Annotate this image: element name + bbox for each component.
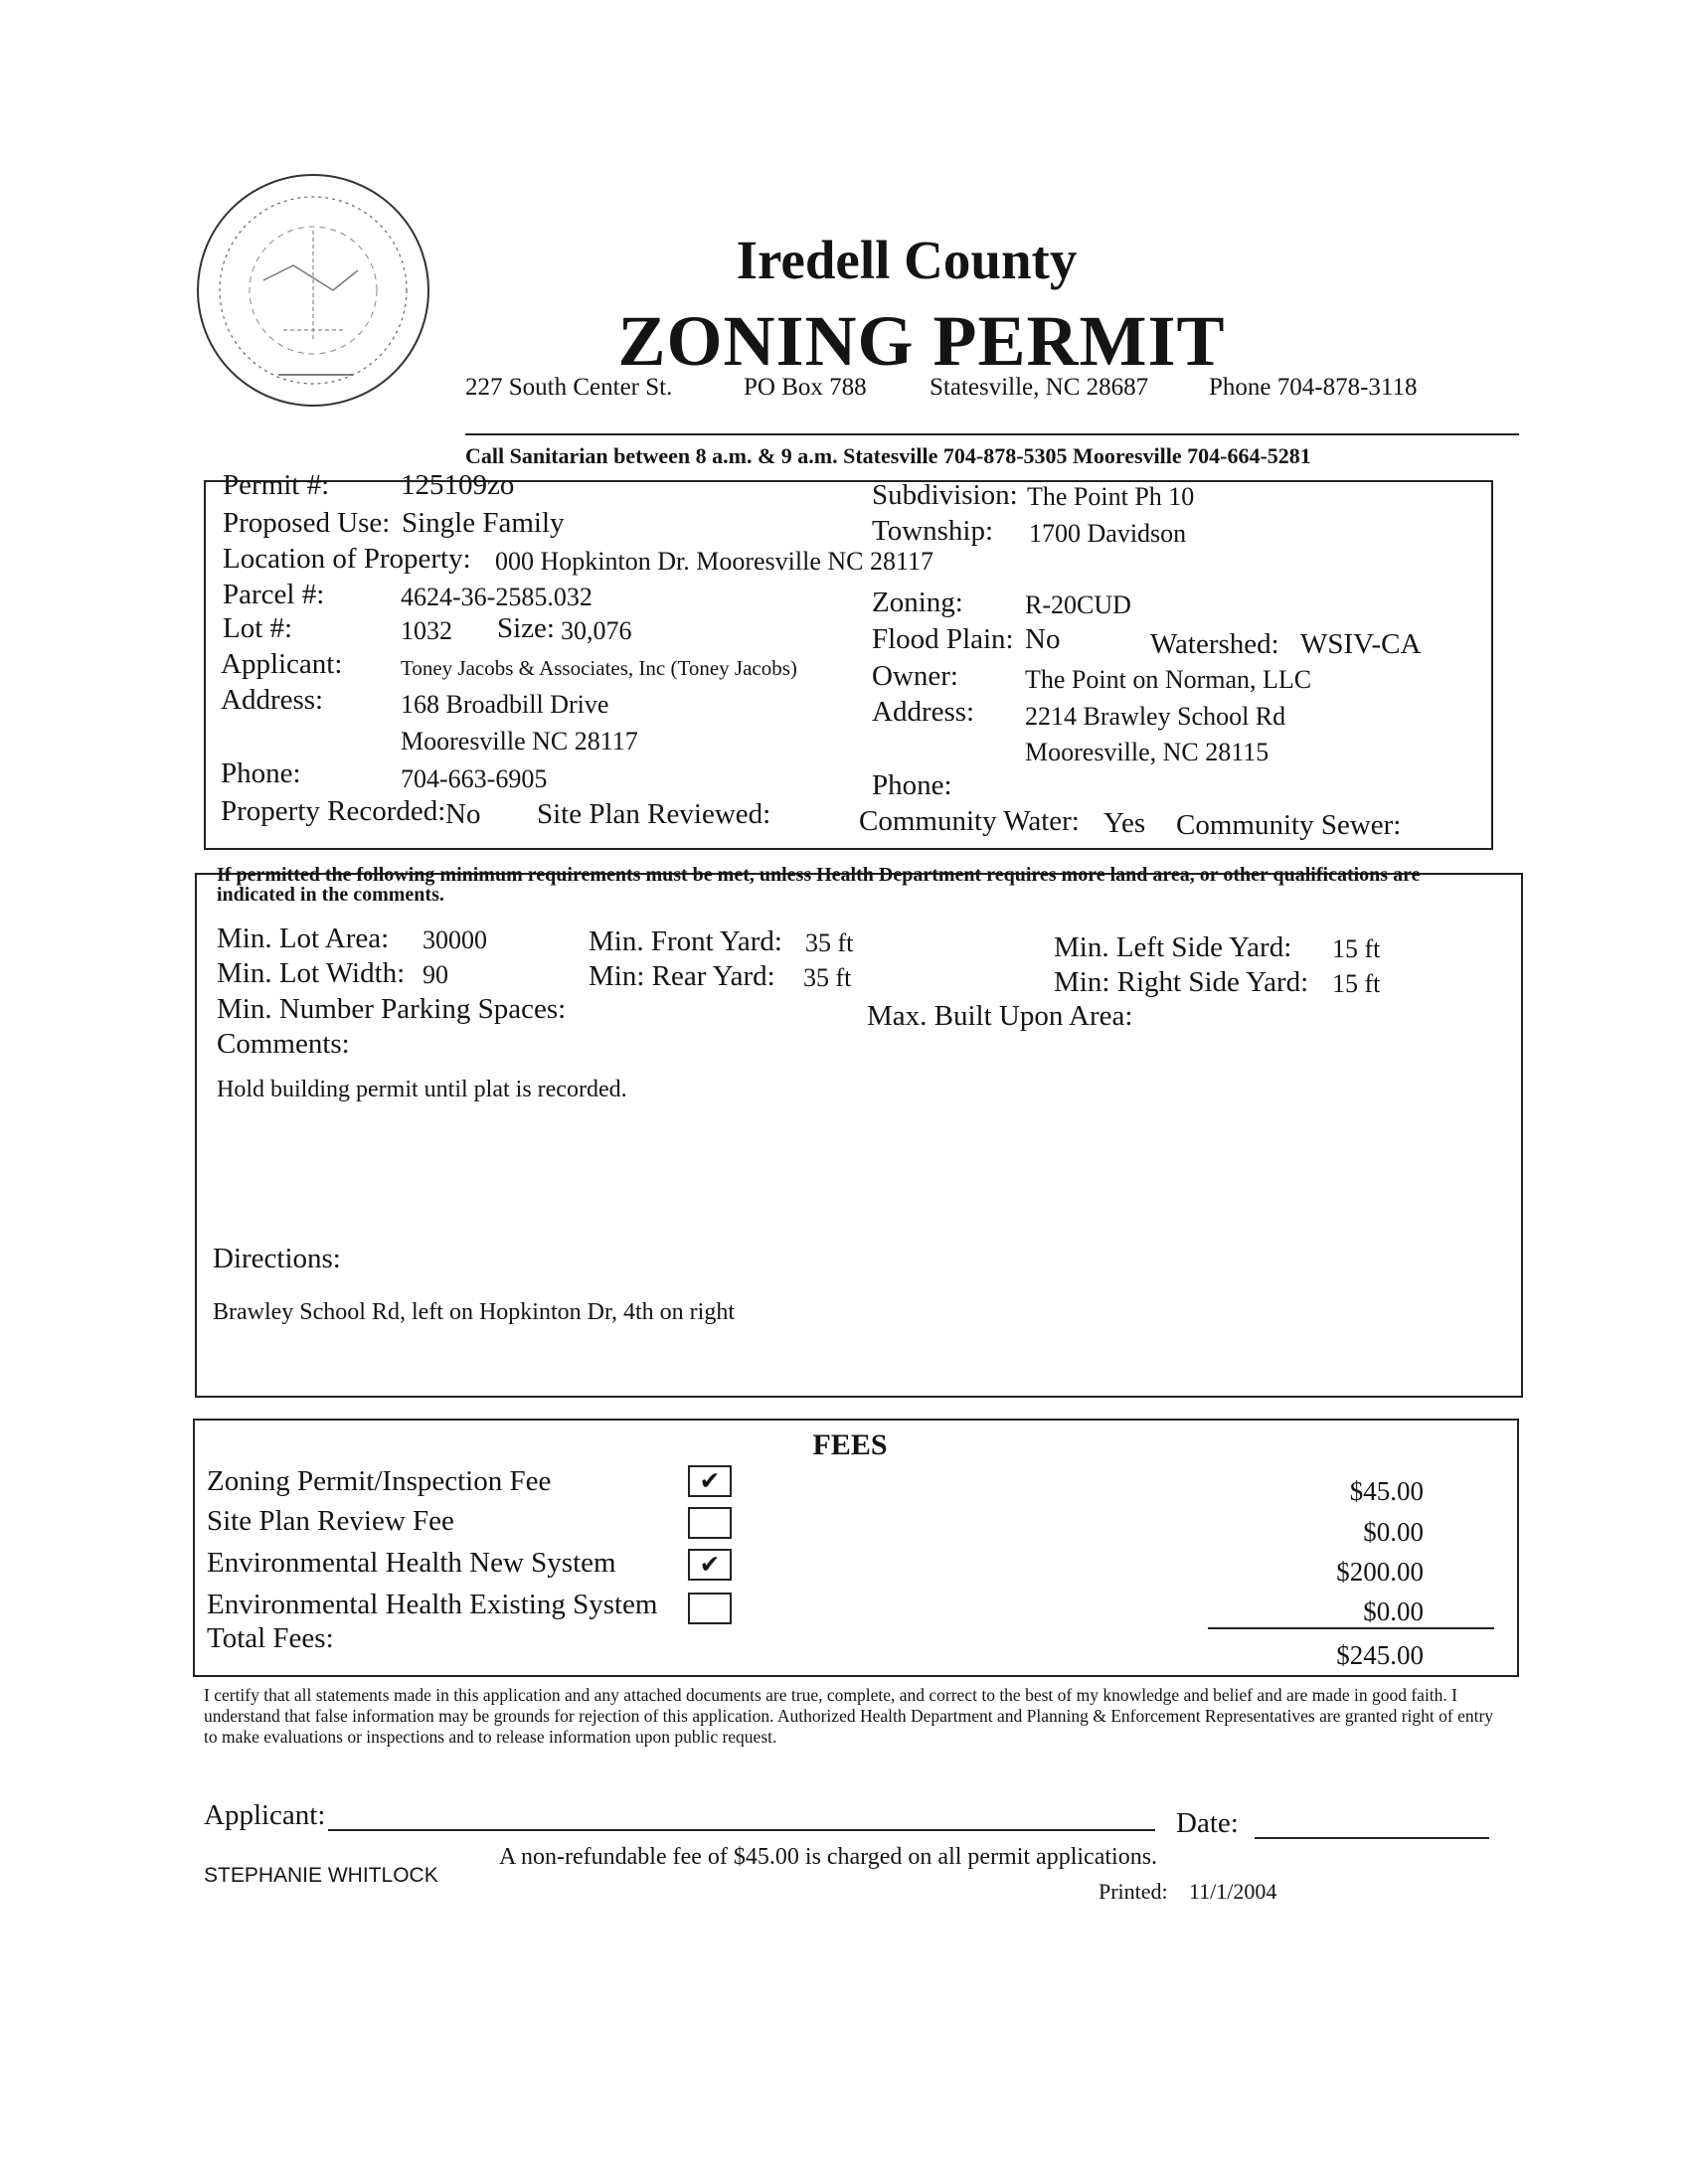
subdivision-label: Subdivision:: [872, 479, 1018, 511]
owner-value: The Point on Norman, LLC: [1025, 665, 1312, 694]
address-line1: 168 Broadbill Drive: [401, 690, 609, 719]
fee-amount: $0.00: [1363, 1596, 1424, 1626]
fee-checkbox[interactable]: [688, 1507, 732, 1539]
watershed-value: WSIV-CA: [1300, 628, 1422, 660]
requirements-intro: If permitted the following minimum requirements must be met, unless Health Department requires more land area, or other qualifications are indicated in the comments.: [217, 864, 1421, 906]
min-front-yard-label: Min. Front Yard:: [589, 925, 782, 957]
header-street: 227 South Center St.: [465, 374, 673, 401]
phone-label: Phone:: [221, 757, 301, 789]
fee-amount: $0.00: [1363, 1517, 1424, 1547]
min-lot-width-label: Min. Lot Width:: [217, 957, 406, 989]
min-right-side-value: 15 ft: [1332, 969, 1381, 998]
applicant-value: Toney Jacobs & Associates, Inc (Toney Jacobs): [401, 656, 797, 680]
fee-label: Environmental Health New System: [207, 1547, 616, 1579]
min-parking-label: Min. Number Parking Spaces:: [217, 993, 567, 1025]
applicant-signature-label: Applicant:: [204, 1799, 326, 1831]
nonrefundable-notice: A non-refundable fee of $45.00 is charged on all permit applications.: [499, 1844, 1158, 1870]
address-line2: Mooresville NC 28117: [401, 727, 638, 756]
directions-value: Brawley School Rd, left on Hopkinton Dr, 4th on right: [213, 1299, 735, 1325]
owner-address-line2: Mooresville, NC 28115: [1025, 738, 1270, 766]
township-value: 1700 Davidson: [1029, 519, 1187, 548]
printed-label: Printed:: [1099, 1879, 1168, 1904]
header-phone: Phone 704-878-3118: [1209, 374, 1418, 401]
community-water-label: Community Water:: [859, 805, 1080, 837]
min-rear-yard-value: 35 ft: [803, 963, 852, 992]
county-name: Iredell County: [736, 230, 1078, 290]
parcel-value: 4624-36-2585.032: [401, 583, 593, 611]
date-line[interactable]: [1255, 1837, 1489, 1839]
watershed-label: Watershed:: [1150, 628, 1279, 660]
checkmark-icon: ✔: [699, 1466, 721, 1495]
comments-label: Comments:: [217, 1028, 350, 1060]
flood-plain-value: No: [1025, 623, 1061, 655]
sanitarian-notice: Call Sanitarian between 8 a.m. & 9 a.m. Statesville 704-878-5305 Mooresville 704-664-5281: [465, 443, 1311, 468]
fee-checkbox[interactable]: [688, 1593, 732, 1624]
fee-label: Site Plan Review Fee: [207, 1505, 454, 1537]
date-label: Date:: [1176, 1807, 1239, 1839]
address-label: Address:: [221, 684, 324, 716]
page-title: ZONING PERMIT: [617, 301, 1226, 381]
total-rule: [1208, 1627, 1494, 1629]
township-label: Township:: [872, 515, 994, 547]
site-plan-label: Site Plan Reviewed:: [537, 798, 771, 830]
total-fees-amount: $245.00: [1336, 1640, 1424, 1670]
zoning-label: Zoning:: [872, 587, 963, 618]
min-left-side-label: Min. Left Side Yard:: [1054, 931, 1292, 963]
min-lot-width-value: 90: [423, 960, 448, 989]
min-rear-yard-label: Min: Rear Yard:: [589, 960, 775, 992]
applicant-label: Applicant:: [221, 648, 343, 680]
min-lot-area-label: Min. Lot Area:: [217, 923, 390, 954]
zoning-value: R-20CUD: [1025, 590, 1131, 619]
fee-amount: $45.00: [1349, 1476, 1424, 1506]
phone-value: 704-663-6905: [401, 764, 548, 793]
proposed-use-label: Proposed Use:: [223, 507, 391, 539]
property-recorded-label: Property Recorded:: [221, 795, 446, 827]
lot-label: Lot #:: [223, 612, 293, 644]
certification-text: I certify that all statements made in this application and any attached documents are true, complete, and correct to the best of my knowledge and belief and are made in good faith. I understand that false information may be grounds for rejection of this application. Authorized Health Department and Planning & Enforcement Representatives are granted right of entry to make evaluations or inspections and to release information upon public request.: [204, 1685, 1494, 1747]
checkmark-icon: ✔: [699, 1550, 721, 1579]
fees-title: FEES: [812, 1428, 888, 1461]
permit-label: Permit #:: [223, 469, 330, 501]
location-value: 000 Hopkinton Dr. Mooresville NC 28117: [495, 547, 934, 576]
size-label: Size:: [497, 612, 555, 644]
owner-address-label: Address:: [872, 696, 975, 728]
subdivision-value: The Point Ph 10: [1027, 482, 1195, 511]
community-water-value: Yes: [1103, 807, 1146, 839]
total-fees-label: Total Fees:: [207, 1622, 334, 1654]
fee-checkbox[interactable]: [688, 1465, 732, 1497]
permit-value: 125109zo: [401, 469, 515, 501]
proposed-use-value: Single Family: [402, 507, 565, 539]
owner-phone-label: Phone:: [872, 769, 952, 801]
property-recorded-value: No: [445, 798, 481, 830]
fee-amount: $200.00: [1336, 1557, 1424, 1587]
community-sewer-label: Community Sewer:: [1176, 809, 1402, 841]
min-lot-area-value: 30000: [423, 925, 487, 954]
comments-value: Hold building permit until plat is recorded.: [217, 1077, 627, 1102]
directions-label: Directions:: [213, 1243, 341, 1274]
fee-label: Environmental Health Existing System: [207, 1589, 658, 1620]
max-built-label: Max. Built Upon Area:: [867, 1000, 1133, 1032]
printed-date: 11/1/2004: [1189, 1879, 1277, 1904]
owner-label: Owner:: [872, 660, 958, 692]
fee-checkbox[interactable]: [688, 1549, 732, 1581]
lot-value: 1032: [401, 616, 452, 645]
fee-label: Zoning Permit/Inspection Fee: [207, 1465, 552, 1497]
applicant-signature-line[interactable]: [328, 1829, 1155, 1831]
min-front-yard-value: 35 ft: [805, 928, 854, 957]
owner-address-line1: 2214 Brawley School Rd: [1025, 702, 1286, 731]
header-city: Statesville, NC 28687: [930, 374, 1149, 401]
parcel-label: Parcel #:: [223, 579, 325, 610]
location-label: Location of Property:: [223, 543, 471, 575]
size-value: 30,076: [561, 616, 632, 645]
header-po-box: PO Box 788: [744, 374, 867, 401]
flood-plain-label: Flood Plain:: [872, 623, 1014, 655]
header-divider: [465, 433, 1519, 435]
min-right-side-label: Min: Right Side Yard:: [1054, 966, 1309, 998]
staff-name: STEPHANIE WHITLOCK: [204, 1864, 438, 1887]
min-left-side-value: 15 ft: [1332, 934, 1381, 963]
